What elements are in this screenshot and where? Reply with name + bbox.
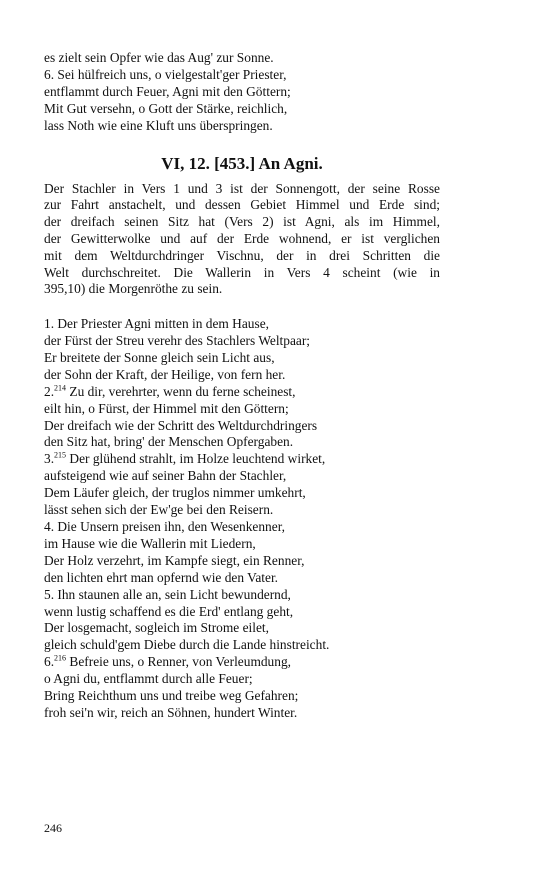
footnote-marker[interactable]: 216 (54, 653, 67, 663)
verse-text: der Sohn der Kraft, der Heilige, von fern her. (44, 366, 286, 382)
verse-line (44, 654, 440, 671)
verse-text: 5. Ihn staunen alle an, sein Licht bewundernd, (44, 586, 291, 602)
verse-line (44, 536, 440, 553)
hymn-verses (44, 316, 440, 722)
verse-text: 1. Der Priester Agni mitten in dem Hause, (44, 316, 269, 332)
verse-line (44, 333, 440, 350)
verse-line (44, 637, 440, 654)
verse-line (44, 688, 440, 705)
verse-line (44, 401, 440, 418)
verse-text: Der Holz verzehrt, im Kampfe siegt, ein Renner, (44, 552, 305, 568)
page-body (44, 50, 440, 722)
intro-line: der Gewitterwolke und auf der Erde wohnend, er ist verglichen (44, 230, 440, 246)
verse-line (44, 451, 440, 468)
verse-text: gleich schuld'gem Diebe durch die Lande hinstreicht. (44, 637, 330, 653)
verse-text: aufsteigend wie auf seiner Bahn der Stachler, (44, 468, 287, 484)
verse-line (44, 316, 440, 333)
verse-text: Zu dir, verehrter, wenn du ferne scheinest, (66, 383, 296, 399)
intro-line: mit dem Weltdurchdringer Vischnu, der in drei Schritten die (44, 247, 440, 263)
verse-text: Bring Reichthum uns und treibe weg Gefahren; (44, 688, 299, 704)
verse-text: Der losgemacht, sogleich im Strome eilet, (44, 620, 269, 636)
verse-line (44, 418, 440, 435)
verse-text: Er breitete der Sonne gleich sein Licht aus, (44, 349, 275, 365)
page-number: 246 (44, 821, 62, 835)
intro-line: Welt durchschreitet. Die Wallerin in Vers 4 scheint (wie in (44, 264, 440, 280)
intro-line: 395,10) die Morgenröthe zu sein. (44, 281, 223, 297)
verse-text: lässt sehen sich der Ew'ge bei den Reisern. (44, 502, 274, 518)
verse-line (44, 620, 440, 637)
intro-line: der dreifach seinen Sitz hat (Vers 2) ist Agni, als im Himmel, (44, 214, 440, 230)
hymn-heading: VI, 12. [453.] An Agni. (161, 153, 323, 173)
verse-line: lass Noth wie eine Kluft uns überspringen. (44, 117, 273, 133)
verse-text: 4. Die Unsern preisen ihn, den Wesenkenner, (44, 518, 285, 534)
verse-line (44, 705, 440, 722)
verse-line: Mit Gut versehn, o Gott der Stärke, reichlich, (44, 100, 288, 116)
verse-line: entflammt durch Feuer, Agni mit den Göttern; (44, 83, 291, 99)
intro-line: Der Stachler in Vers 1 und 3 ist der Sonnengott, der seine Rosse (44, 180, 440, 196)
verse-line (44, 384, 440, 401)
verse-text: 6. (44, 654, 55, 670)
verse-text: froh sei'n wir, reich an Söhnen, hundert Winter. (44, 704, 298, 720)
verse-text: 2. (44, 383, 55, 399)
intro-line: zur Fahrt anstachelt, und dessen Gebiet Himmel und Erde sind; (44, 197, 440, 213)
verse-line: es zielt sein Opfer wie das Aug' zur Sonne. (44, 50, 274, 65)
verse-line (44, 604, 440, 621)
verse-line (44, 468, 440, 485)
verse-text: Dem Läufer gleich, der truglos nimmer umkehrt, (44, 485, 306, 501)
intro-paragraph (44, 181, 440, 299)
verse-line (44, 570, 440, 587)
verse-line (44, 502, 440, 519)
verse-line (44, 519, 440, 536)
verse-line (44, 587, 440, 604)
top-verse-block (44, 50, 440, 135)
verse-line (44, 367, 440, 384)
verse-line (44, 434, 440, 451)
verse-line (44, 485, 440, 502)
verse-text: der Fürst der Streu verehr des Stachlers Weltpaar; (44, 333, 311, 349)
verse-text: 3. (44, 451, 55, 467)
verse-text: eilt hin, o Fürst, der Himmel mit den Göttern; (44, 400, 289, 416)
footnote-marker[interactable]: 214 (54, 383, 67, 393)
verse-text: Befreie uns, o Renner, von Verleumdung, (66, 654, 291, 670)
verse-text: Der dreifach wie der Schritt des Weltdurchdringers (44, 417, 318, 433)
verse-text: o Agni du, entflammt durch alle Feuer; (44, 671, 253, 687)
verse-line (44, 553, 440, 570)
verse-text: den Sitz hat, bring' der Menschen Opfergaben. (44, 434, 294, 450)
footnote-marker[interactable]: 215 (54, 450, 67, 460)
verse-line (44, 671, 440, 688)
verse-text: im Hause wie die Wallerin mit Liedern, (44, 535, 256, 551)
verse-line (44, 350, 440, 367)
verse-text: den lichten ehrt man opfernd wie den Vater. (44, 569, 279, 585)
verse-text: wenn lustig schaffend es die Erd' entlang geht, (44, 603, 294, 619)
verse-text: Der glühend strahlt, im Holze leuchtend wirket, (66, 451, 326, 467)
verse-line: 6. Sei hülfreich uns, o vielgestalt'ger Priester, (44, 66, 287, 82)
